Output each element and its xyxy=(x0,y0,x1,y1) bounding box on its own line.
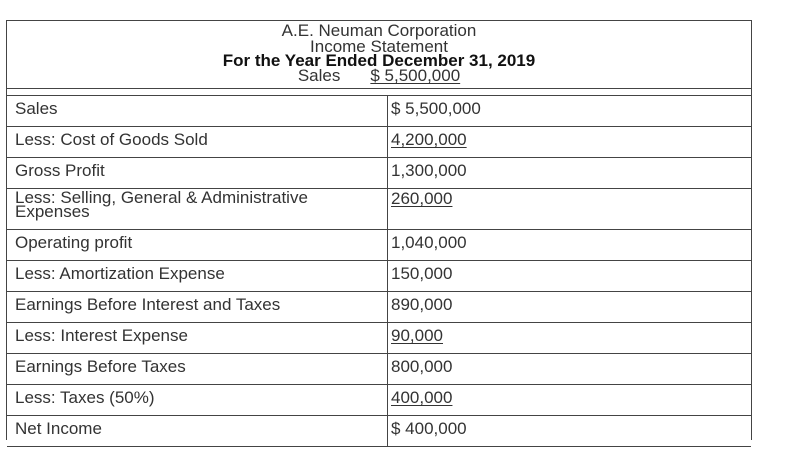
column-divider xyxy=(387,96,388,126)
row-value: 400,000 xyxy=(391,388,453,407)
table-row-ebt xyxy=(7,354,751,385)
column-divider xyxy=(387,292,388,322)
income-statement-table xyxy=(6,20,752,440)
table-row-gross-profit xyxy=(7,158,751,189)
table-row-ebit xyxy=(7,292,751,323)
row-value: 1,300,000 xyxy=(391,161,467,180)
row-value: 150,000 xyxy=(391,264,453,283)
statement-period: For the Year Ended December 31, 2019 xyxy=(222,51,536,70)
header-sales-line xyxy=(7,68,751,84)
column-divider xyxy=(387,261,388,291)
table-row-net-income xyxy=(7,416,751,447)
row-value: 800,000 xyxy=(391,357,453,376)
row-label: Less: Amortization Expense xyxy=(15,264,225,283)
statement-rows xyxy=(7,96,751,447)
table-row-amortization xyxy=(7,261,751,292)
statement-title: Income Statement xyxy=(310,37,448,56)
row-label: Less: Cost of Goods Sold xyxy=(15,130,208,149)
table-row-interest xyxy=(7,323,751,354)
header-sales-value: $ 5,500,000 xyxy=(370,66,461,85)
column-divider xyxy=(387,230,388,260)
row-label: Gross Profit xyxy=(15,161,105,180)
column-divider xyxy=(387,323,388,353)
column-divider xyxy=(387,416,388,446)
row-label: Earnings Before Taxes xyxy=(15,357,186,376)
table-row-sga xyxy=(7,189,751,230)
table-row-cogs xyxy=(7,127,751,158)
column-divider xyxy=(387,385,388,415)
row-value: 890,000 xyxy=(391,295,453,314)
row-label: Operating profit xyxy=(15,233,133,252)
table-row-taxes xyxy=(7,385,751,416)
row-value: $ 400,000 xyxy=(391,419,467,438)
row-value: 90,000 xyxy=(391,326,443,345)
column-divider xyxy=(387,189,388,229)
row-value: $ 5,500,000 xyxy=(391,99,481,118)
row-value: 260,000 xyxy=(391,189,453,208)
row-value: 1,040,000 xyxy=(391,233,467,252)
statement-header xyxy=(7,21,751,89)
column-divider xyxy=(387,158,388,188)
header-sales-label: Sales xyxy=(297,66,341,85)
row-label: Net Income xyxy=(15,419,102,438)
company-name: A.E. Neuman Corporation xyxy=(281,21,477,40)
row-value: 4,200,000 xyxy=(391,130,467,149)
table-row-sales xyxy=(7,96,751,127)
column-divider xyxy=(387,354,388,384)
row-label: Earnings Before Interest and Taxes xyxy=(15,295,281,314)
row-label: Less: Interest Expense xyxy=(15,326,188,345)
row-label: Less: Selling, General & Administrative Expenses xyxy=(15,188,308,221)
column-divider xyxy=(387,127,388,157)
table-row-operating-profit xyxy=(7,230,751,261)
header-divider-row xyxy=(7,88,751,96)
row-label: Less: Taxes (50%) xyxy=(15,388,155,407)
row-label: Sales xyxy=(15,99,58,118)
